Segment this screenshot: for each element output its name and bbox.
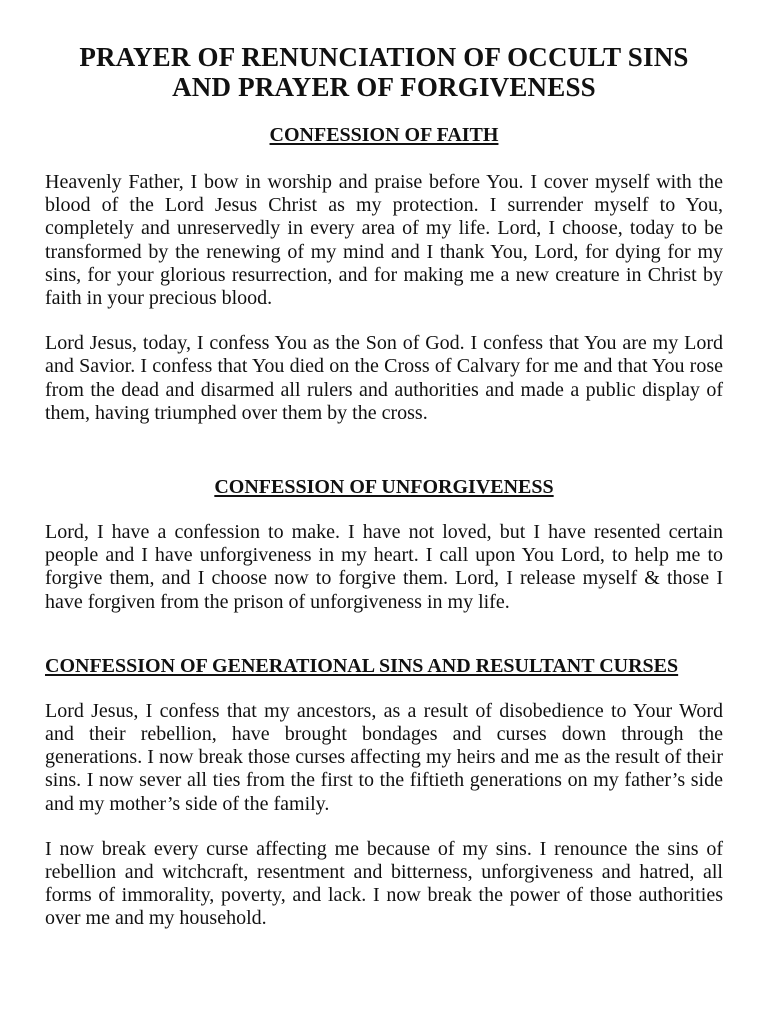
- paragraph-unforgiveness: Lord, I have a confession to make. I have not loved, but I have resented certain people and I have unforgiveness in my heart. I call upon You Lord, to help me to forgive them, and I choose now to forgive them. Lord, I release myself & those I have forgiven from the prison of unforgiveness in my life.: [45, 521, 723, 613]
- paragraph-faith-1: Heavenly Father, I bow in worship and praise before You. I cover myself with the blood of the Lord Jesus Christ as my protection. I surrender myself to You, completely and unreservedly in every area of my life. Lord, I choose, today to be transformed by the renewing of my mind and I thank You, Lord, for dying for my sins, for your glorious resurrection, and for making me a new creature in Christ by faith in your precious blood.: [45, 171, 723, 310]
- paragraph-generational-1: Lord Jesus, I confess that my ancestors, as a result of disobedience to Your Word and their rebellion, have brought bondages and curses down through the generations. I now break those curses affecting my heirs and me as the result of their sins. I now sever all ties from the first to the fiftieth generations on my father’s side and my mother’s side of the family.: [45, 699, 723, 815]
- document-title: [45, 42, 723, 102]
- document-title-line-2: AND PRAYER OF FORGIVENESS: [172, 72, 596, 102]
- document-title-line-1: PRAYER OF RENUNCIATION OF OCCULT SINS: [79, 42, 689, 72]
- heading-generational-sins: CONFESSION OF GENERATIONAL SINS AND RESULTANT CURSES: [45, 654, 679, 677]
- paragraph-generational-2: I now break every curse affecting me because of my sins. I renounce the sins of rebellion and witchcraft, resentment and bitterness, unforgiveness and hatred, all forms of immorality, poverty, and lack. I now break the power of those authorities over me and my household.: [45, 837, 723, 930]
- heading-confession-of-faith: CONFESSION OF FAITH: [269, 124, 499, 146]
- paragraph-faith-2: Lord Jesus, today, I confess You as the Son of God. I confess that You are my Lord and Savior. I confess that You died on the Cross of Calvary for me and that You rose from the dead and disarmed all rulers and authorities and made a public display of them, having triumphed over them by the cross.: [45, 332, 723, 424]
- heading-confession-of-unforgiveness: CONFESSION OF UNFORGIVENESS: [214, 476, 554, 499]
